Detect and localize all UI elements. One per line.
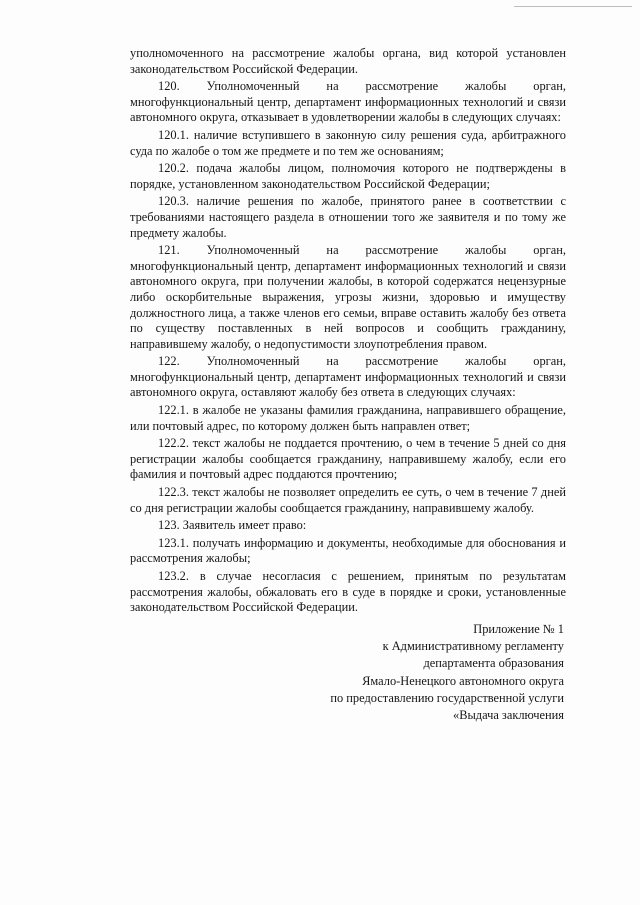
paragraph-123: 123. Заявитель имеет право: bbox=[158, 518, 307, 533]
paragraph-120-1: 120.1. наличие вступившего в законную силу решения суда, арбитражного суда по жалобе о том же предмете и по тем же основаниям; bbox=[130, 127, 566, 158]
appendix-regulation: к Административному регламенту bbox=[382, 639, 564, 654]
paragraph-123-1: 123.1. получать информацию и документы, необходимые для обоснования и рассмотрения жалобы; bbox=[130, 535, 566, 566]
paragraph-120-3: 120.3. наличие решения по жалобе, принятого ранее в соответствии с требованиями настоящего раздела в отношении того же заявителя и по тому же предмету жалобы. bbox=[130, 194, 566, 240]
appendix-heading bbox=[264, 621, 564, 724]
paragraph-120-2: 120.2. подача жалобы лицом, полномочия которого не подтверждены в порядке, установленном законодательством Российской Федерации; bbox=[130, 161, 566, 191]
appendix-department: департамента образования bbox=[423, 656, 564, 671]
paragraph-122-3: 122.3. текст жалобы не позволяет определить ее суть, о чем в течение 7 дней со дня регистрации жалобы сообщается гражданину, направившему жалобу. bbox=[130, 485, 566, 515]
paragraph-123-2: 123.2. в случае несогласия с решением, принятым по результатам рассмотрения жалобы, обжаловать его в суде в порядке и сроки, установленные законодательством Российской Федерации. bbox=[130, 569, 566, 615]
paragraph-122-2: 122.2. текст жалобы не поддается прочтению, о чем в течение 5 дней со дня регистрации жалобы сообщается гражданину, направившему жалобу, если его фамилия и почтовый адрес поддаются прочтению; bbox=[130, 436, 566, 482]
document-body bbox=[130, 46, 566, 618]
paragraph-continuation: уполномоченного на рассмотрение жалобы органа, вид которой установлен законодательством Российской Федерации. bbox=[130, 46, 566, 76]
paragraph-121: 121. Уполномоченный на рассмотрение жалобы орган, многофункциональный центр, департамент информационных технологий и связи автономного округа, при получении жалобы, в которой содержатся нецензурные либо оскорбительные выражения, угрозы жизни, здоровью и имуществу должностного лица, а также членов его семьи, вправе оставить жалобу без ответа по существу поставленных в ней вопросов и сообщить гражданину, направившему жалобу, о недопустимости злоупотребления правом. bbox=[130, 243, 566, 351]
appendix-number: Приложение № 1 bbox=[473, 622, 564, 636]
scan-edge-line bbox=[514, 6, 632, 7]
appendix-region: Ямало-Ненецкого автономного округа bbox=[362, 673, 564, 688]
appendix-service: по предоставлению государственной услуги bbox=[330, 690, 564, 705]
paragraph-122: 122. Уполномоченный на рассмотрение жалобы орган, многофункциональный центр, департамент информационных технологий и связи автономного округа, оставляют жалобу без ответа в следующих случаях: bbox=[130, 354, 566, 400]
paragraph-120: 120. Уполномоченный на рассмотрение жалобы орган, многофункциональный центр, департамент информационных технологий и связи автономного округа, отказывает в удовлетворении жалобы в следующих случаях: bbox=[130, 79, 566, 125]
paragraph-122-1: 122.1. в жалобе не указаны фамилия гражданина, направившего обращение, или почтовый адрес, по которому должен быть направлен ответ; bbox=[130, 403, 566, 433]
appendix-service-title: «Выдача заключения bbox=[453, 708, 564, 723]
